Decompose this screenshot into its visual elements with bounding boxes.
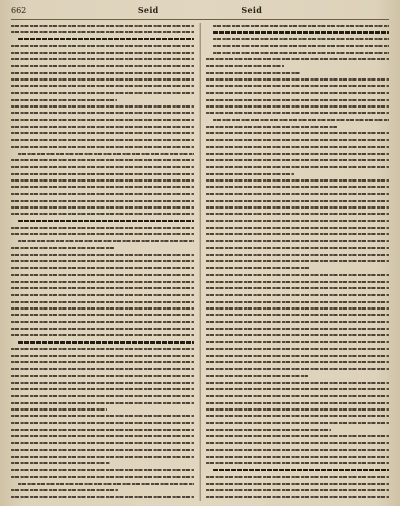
text-column-right [206, 23, 389, 501]
text-line [206, 496, 389, 501]
text-line [206, 483, 389, 488]
text-line [11, 462, 194, 467]
text-line [206, 105, 389, 110]
text-line [206, 119, 389, 124]
text-line [11, 31, 194, 36]
text-line [11, 476, 194, 481]
text-line [11, 240, 194, 245]
text-line [206, 341, 389, 346]
text-line [11, 456, 194, 461]
text-line [11, 260, 194, 265]
text-line [11, 422, 194, 427]
text-line [11, 328, 194, 333]
text-line [206, 435, 389, 440]
text-line [206, 408, 389, 413]
text-line [206, 193, 389, 198]
text-line [11, 139, 194, 144]
text-line [11, 483, 194, 488]
text-line [206, 25, 389, 30]
text-line [11, 85, 194, 90]
text-line [206, 294, 389, 299]
text-line [206, 38, 389, 43]
text-line [11, 166, 194, 171]
text-line [11, 334, 194, 339]
text-line [11, 348, 194, 353]
text-line [11, 307, 194, 312]
text-line [11, 45, 194, 50]
text-line [11, 146, 194, 151]
text-line [206, 132, 389, 137]
text-line [206, 220, 389, 225]
text-line [206, 72, 389, 77]
text-line [11, 179, 194, 184]
text-line [206, 476, 389, 481]
text-line [11, 78, 194, 83]
text-line [206, 78, 389, 83]
text-line [11, 173, 194, 178]
text-line [206, 321, 389, 326]
text-line [11, 227, 194, 232]
text-line [206, 462, 389, 467]
text-line [206, 449, 389, 454]
text-line [206, 139, 389, 144]
text-line [206, 159, 389, 164]
text-line [206, 254, 389, 259]
text-line [11, 58, 194, 63]
text-line [206, 173, 389, 178]
running-head-left: Seid [137, 5, 159, 15]
text-line [11, 274, 194, 279]
text-line [206, 179, 389, 184]
text-line [206, 328, 389, 333]
text-line [206, 415, 389, 420]
text-line [11, 368, 194, 373]
text-line [206, 382, 389, 387]
text-line [11, 132, 194, 137]
text-line [11, 469, 194, 474]
text-line [11, 314, 194, 319]
text-line [206, 126, 389, 131]
text-line [11, 301, 194, 306]
text-line [206, 45, 389, 50]
text-line [11, 254, 194, 259]
text-line [206, 287, 389, 292]
text-line [11, 38, 194, 43]
text-columns [11, 23, 389, 501]
text-line [206, 281, 389, 286]
text-line [11, 206, 194, 211]
text-line [206, 267, 389, 272]
text-line [11, 99, 194, 104]
text-line [11, 415, 194, 420]
text-line [206, 85, 389, 90]
text-line [11, 408, 194, 413]
text-line [11, 321, 194, 326]
text-line [11, 442, 194, 447]
text-line [11, 449, 194, 454]
text-line [206, 301, 389, 306]
text-line [11, 388, 194, 393]
text-line [11, 287, 194, 292]
text-line [206, 240, 389, 245]
text-line [206, 247, 389, 252]
text-line [206, 395, 389, 400]
text-line [11, 119, 194, 124]
text-line [206, 206, 389, 211]
text-line [206, 402, 389, 407]
text-line [11, 489, 194, 494]
text-line [11, 193, 194, 198]
text-line [11, 395, 194, 400]
text-line [206, 65, 389, 70]
text-line [206, 260, 389, 265]
text-line [206, 227, 389, 232]
text-line [206, 92, 389, 97]
running-head-right: Seid [241, 5, 263, 15]
page-number: 662 [11, 6, 27, 15]
text-line [11, 65, 194, 70]
text-line [11, 429, 194, 434]
text-line [11, 496, 194, 501]
text-line [206, 58, 389, 63]
text-line [11, 361, 194, 366]
text-line [11, 233, 194, 238]
text-line [11, 220, 194, 225]
text-line [11, 52, 194, 57]
text-line [206, 429, 389, 434]
text-line [206, 186, 389, 191]
text-line [206, 166, 389, 171]
text-line [206, 361, 389, 366]
text-line [11, 382, 194, 387]
text-line [206, 348, 389, 353]
text-line [206, 314, 389, 319]
text-line [11, 267, 194, 272]
text-line [206, 489, 389, 494]
text-line [11, 341, 194, 346]
text-line [11, 247, 194, 252]
text-line [206, 52, 389, 57]
text-line [206, 368, 389, 373]
text-line [11, 126, 194, 131]
text-line [206, 469, 389, 474]
text-line [11, 375, 194, 380]
text-line [11, 105, 194, 110]
text-line [11, 435, 194, 440]
text-line [11, 213, 194, 218]
text-line [11, 72, 194, 77]
text-line [11, 153, 194, 158]
text-line [11, 200, 194, 205]
text-line [206, 375, 389, 380]
text-line [11, 25, 194, 30]
text-line [206, 99, 389, 104]
text-line [206, 213, 389, 218]
text-line [11, 402, 194, 407]
text-line [206, 456, 389, 461]
column-divider [200, 23, 201, 501]
text-line [206, 307, 389, 312]
text-line [206, 422, 389, 427]
text-line [206, 153, 389, 158]
text-line [11, 355, 194, 360]
text-line [206, 31, 389, 36]
text-line [11, 186, 194, 191]
text-line [11, 92, 194, 97]
text-line [11, 112, 194, 117]
text-line [11, 281, 194, 286]
text-line [11, 159, 194, 164]
text-line [206, 442, 389, 447]
page-header [11, 5, 389, 20]
text-line [206, 146, 389, 151]
text-line [206, 112, 389, 117]
text-column-left [11, 23, 194, 501]
text-line [206, 355, 389, 360]
text-line [206, 233, 389, 238]
text-line [206, 334, 389, 339]
text-line [206, 388, 389, 393]
text-line [11, 294, 194, 299]
text-line [206, 274, 389, 279]
text-line [206, 200, 389, 205]
